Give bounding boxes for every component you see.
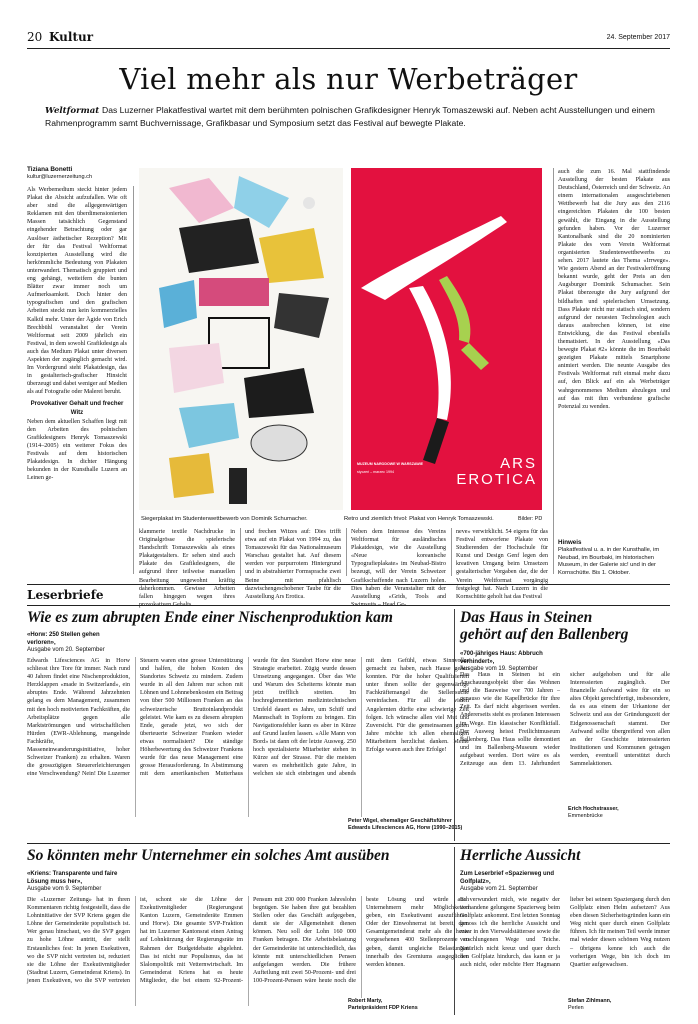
article-column-6: auch die zum 16. Mal stattfindende Ausstellung der besten Plakate aus Deutschland, Österreich und der Schweiz. An einem internationalen ausgeschriebenen Wettbewerb hat die Jury aus den 2116 eingereichten Plakaten die 100 besten gewählt, die Eingang in die Ausstellung gefunden haben. Vor der Luzerner Kantonalbank sind die 20 nominierten Plakate des vom Verein Weltformat organisierten Studentenwettbewerbs zu sehen. 2017 lautete das Thema «Irrwege». Wie gestern Abend an der Festivaleröffnung bekannt wurde, geht der Preis an den Augsburger Dominik Schumacher. Sein Plakat überzeugte die Jury aufgrund der bildhaften und spielerischen Umsetzung. Dass Plakate nicht nur statisch sind, sondern aufgrund der neuesten Technologien auch daraus ausbrechen können, ist eine Entwicklung, die das Festival ebenfalls thematisiert. In der Ausstellung «Das bewegte Plakat #2» könnte die im Bourbaki gezeigten Plakate mittels Smartphone animiert werden. Die neunte Ausgabe des Festivals Weltformat ruft einmal mehr dazu auf, den Blick auf ein als Werbeträger wahrgenommenes Medium abzulegen und auf das mit ihm verbundene grafische Potenzial zu wenden. <box>558 169 670 410</box>
letter3-body: Die «Luzerner Zeitung» hat in ihren Kommentaren richtig festgestellt, dass die Lohninitiative der SVP Kriens gegen die Löhne der Gemeinderäte populistisch ist. Wer genau hinschaut, wo die SVP gegen zu hohe Löhne antritt, der stellt Erstaunliches fest: In jenen Exekutiven, wo die SVP nicht vertreten ist, reduziert sie die Löhne der Exekutivmitglieder (Stadtrat Luzern, Gemeinderat Kriens). In jenen Exekutiven, wo die SVP vertreten ist, schont sie die Löhne der Exekutivmitglieder (Regierungsrat Kanton Luzern, Gemeinderäte Emmen und Horw). Die gesamte SVP-Fraktion hat im Luzerner Kantonsrat einen Antrag auf Lohnkürzung der Regierungsräte im Rahmen der Budgetdebatte abgelehnt. Das ist nicht nur Populismus, das ist Slalompolitik mit Vetternwirtschaft. Im Gemeinderat Kriens hat es heute Mitglieder, die bei einem 92-Prozent-Pensum mit 200 000 Franken Jahreslohn begnügen. Sie haben ihre gut bezahlten Stellen oder das Geschäft aufgegeben, damit sie der Allgemeinheit dienen können. Neu soll der Lohn 160 000 Franken betragen. Die Arbeitsbelastung der Gemeinderäte ist unterschiedlich, das könnte mit unterschiedlichen Pensen aufgefangen werden. Die frühere Aufteilung mit zwei 50-Prozent- und drei 100-Prozent-Pensen wäre heute noch die beste Lösung und würde auch Unternehmern mehr Möglichkeiten geben, ein Exekutivamt auszuführen. Oder der Einwohnerrat ist bereit, dem Gesamtgemeinderat mehr als die heute vorgesehenen 400 Stellenprozente zu geben, damit ungleiche Belastungen innerhalb des Gremiums ausgeglichen werden können. <box>27 897 469 984</box>
article-lead-text: Das Luzerner Plakatfestival wartet mit dem berühmten polnischen Grafikdesigner Henryk Tomaszewski auf. Neben acht Ausstellungen und einem Rahmenprogramm samt Buchvernissage, Grafikbasar und Symposium setzt das Festival auf bewegte Plakate. <box>45 105 655 128</box>
letter3-reference: «Kriens: Transparente und faire Lösung muss her», Ausgabe vom 9. September <box>27 871 118 893</box>
article-column-5: neve» verwirklicht. 54 eigens für das Festival entworfene Plakate von Studierenden der Hochschule für Kunst und Design Genf legen den kreativen Umgang beim Umsetzen gestalterischer Vorgaben dar, die der Verein Weltformat vorgängig festgelegt hat. Nach Luzern in die Kornschütte geholt hat das Festival <box>456 529 548 600</box>
hint-label: Hinweis <box>558 539 582 546</box>
image-credit: Bilder: PD <box>518 516 543 522</box>
author-name: Tiziana Bonetti <box>27 166 73 173</box>
poster-image-schumacher <box>139 168 343 510</box>
poster-title: ARS EROTICA <box>456 455 537 488</box>
letters-section-label: Leserbriefe <box>27 588 104 602</box>
caption-right: Retro und ziemlich frivol: Plakat von Henryk Tomaszewski. <box>344 516 494 522</box>
article-column-2: klammerte textile Nachdrucke in Originalgrösse die spielerische Handschrift Tomaszewskis als eines Plakatgestalters. Er sehen sind auch Plakate des Grafikdesigners, die aufgrund ihrer teilweise manuellen Bearbeitung ungewohnt kräftig daherkommen. Gewisse Arbeiten fallen hingegen wegen ihres provokativen Gehalts <box>139 529 235 608</box>
letter2-reference: «700-jähriges Haus: Abbruch verhindert», Ausgabe vom 19. September <box>460 651 543 673</box>
poster-dates: styczeń – marzec 1994 <box>357 470 394 474</box>
letter3-headline: So könnten mehr Unternehmer ein solches Amt ausüben <box>27 847 390 864</box>
article-column-4: Neben dem Interesse des Vereins Weltformat für ausländisches Plakatdesign, wie die Ausstellung «Neue koreanische Typografieplakate» im Neubad-Bistro bezeugt, will der Verein Schweizer Grafikschaffende nach Luzern holen. Dies haben die Veranstalter mit der Ausstellung «Grids, Tools and Swimsuits – Head Ge- <box>351 529 446 608</box>
letter1-signature: Peter Wigel, ehemaliger Geschäftsführer Edwards Lifesciences AG, Horw (1990–2015) <box>348 818 463 831</box>
article-kicker: Weltformat <box>45 106 100 116</box>
letter1-body: Edwards Lifesciences AG in Horw schliesst ihre Tore für immer. Nach rund 40 Jahren findet eine Nischenproduktion, Herzklappen «made in Switzerland», ein abruptes Ende. Während Jahrzehnten gelang es dem Management, zusammen mit den hoch motivierten Fachkräften, die Arbeitsplätze gegen alle Marktströmungen und wirtschaftlichen Hürden (EWR-Ablehnung, mangelnde Fachkräfte, Masseneinwanderungsinitiative, hoher Schweizer Franken) zu erhalten. Waren die grosszügigen Steuererleichterungen eine Verschwendung? Nein! Die Luzerner Steuern waren eine grosse Unterstützung und halfen, die hohen Kosten des Standortes Schweiz zu mindern. Zudem wurde in all den Jahren nur schon mit Löhnen und Lohnnebenkosten ein Beitrag von über 500 Millionen Franken an das schweizerische Bruttoinlandprodukt geleistet. Wie kam es zu diesem abrupten Ende, gerade jetzt, wo sich der überteuerte Schweizer Franken wieder etwas normalisiert? Die ständige Höherbewertung des Schweizer Frankens wurde für das neue Management eine grosse Herausforderung. In Abstimmung mit dem amerikanischen Mutterhaus wurde für den Standort Horw eine neue Strategie erarbeitet. Zügig wurde dessen Umsetzung angegangen. Über das Wie und Warum des Scheiterns könnte man jetzt trefflich streiten. Im hochreglementierten medizintechnischen Umfeld dauert es Jahre, um Schiff und Mannschaft in Topform zu bringen. Ein Navigationsfehler kann es aber in Kürze auf Grund laufen lassen. «Alle Mann von Bord» ist dann oft der letzte Ausweg. 250 hoch spezialisierte Mitarbeiter stehen in Kürze auf der Strasse. Für die meisten waren es mehrheitlich gute Jahre, in welchen sie sich einbringen und abends mit dem Gefühl, etwas Sinnvolles gemacht zu haben, nach Hause gehen konnten. Für die hoher Qualifizierten unter ihnen sollte der gegenwärtige Fachkräftemangel die Stellensuche vereinfachen. Für all die vielen Angelernten dürfte eine schwierige Zeit folgen. Ich wünsche allen viel Mut und Zuversicht. Für die gemeinsamen guten Jahre möchte ich allen ehemaligen Mitarbeitern herzlichst danken. Meine Erfolge waren auch ihre Erfolge! <box>27 658 469 778</box>
letter2-body: Das Haus in Steinen ist ein Anschauungsobjekt über das Wohnen und die Bauweise vor 700 Jahren – genauso wie die Kapellbrücke für ihre Zeit. Es darf nicht abgerissen werden. Andererseits steht es profanen Interessen im Wege. Ein klassischer Konfliktfall. Der Ausweg heisst Freilichtmuseum Ballenberg. Das Haus sollte demontiert und im Ballenberg-Museum wieder aufgebaut werden. Dort wäre es als Zeitzeuge aus dem 13. Jahrhundert sicher aufgehoben und für alle Interessierten zugänglich. Der finanzielle Aufwand wäre für ein so altes Objekt gerechtfertigt, insbesondere, da es aus einem der Urkantone der Schweiz und aus der Gründungszeit der Eidgenossenschaft stammt. Der Aufwand sollte übergreifend von allen an der Geschichte interessierten Institutionen und Kommunen getragen werden, eventuell unterstützt durch Sammelaktionen. <box>460 672 671 768</box>
letter2-signature: Erich Hochstrasser, Emmenbrücke <box>568 806 619 819</box>
article-title: Viel mehr als nur Werbeträger <box>119 62 578 96</box>
article-column-1: Als Werbemedium steckt hinter jedem Plakat die Absicht aufzufallen. Wie oft aber sind die allgegenwärtigen Reklamen mit den überdimensionierten Massen tatsächlich Gegenstand eingehender Betrachtung oder gar Auslöser ästhetischer Rezeption? Mit der für das Festival Weltformat konzipierten Ausstellung wird die herkömmliche Bedeutung von Plakaten unterwandert. Thematisch gruppiert und eng gehängt, wetteifern die bunten Blätter zwar immer noch um Aufmerksamkeit. Doch hinter den typografischen und den grafischen Arbeiten steckt nun kein kommerzielles Kalkül mehr. Unter der Ägide von Erich Brechbühl veranstaltet der Verein Weltformat seit 2009 jährlich ein Festival, in dem sowohl Grafikdesign als auch das Medium Plakat unter diversen Aspekten der zugänglich gemacht wird. Im Vordergrund steht Plakatdesign, das in gestalterisch-grafischer Hinsicht überzeugt und dabei weniger auf Medien als auf Fotografie oder Malerei beruht. Provokativer Gehalt und frecher Witz Neben dem aktuellen Schaffen liegt mit den Arbeiten des polnischen Grafikdesigners Henryk Tomaszewski (1914–2005) ein weiterer Fokus des Festivals auf dem historischen Plakatdesign. In dichter Hängung bekunden in der Kunsthalle Luzern an Leinen ge- <box>27 187 127 482</box>
letter3-signature: Robert Marty, Parteipräsident FDP Kriens <box>348 998 468 1012</box>
caption-left: Siegerplakat im Studentenwettbewerb von Dominik Schumacher. <box>141 516 308 522</box>
author-email: kultur@luzernerzeitung.ch <box>27 174 93 180</box>
letter1-reference: «Horw: 250 Stellen gehen verloren», Ausgabe vom 20. September <box>27 632 105 654</box>
article-lead <box>45 105 657 130</box>
letter4-signature: Stefan Zihlmann, Perlen <box>568 998 668 1012</box>
subheading: Provokativer Gehalt und frecher Witz <box>30 400 124 416</box>
poster-image-ars-erotica <box>351 168 542 510</box>
poster-museum: MUZEUM NARODOWE W WARSZAWIE <box>357 462 424 466</box>
letter1-headline: Wie es zum abrupten Ende einer Nischenproduktion kam <box>27 609 393 626</box>
letter2-headline: Das Haus in Steinen gehört auf den Ballenberg <box>460 609 629 643</box>
header-rule <box>27 48 670 49</box>
letter4-body: Es verwundert mich, wie negativ der vorhandene gelungene Spazierweg beim Golfplatz ankommt. Erst letzten Sonntag genoss ich die herrliche Aussicht und zwar in den Vierwaldstättersee sowie die verschlungenen Wege und Teiche. Natürlich nicht kreuz und quer durch den Golfplatz hindurch, das kann er ja auch nicht, oder möchte Herr Hagmann lieber bei seinem Spaziergang durch den Golfplatz einen Helm aufsetzen? Aus eben diesen Sicherheitsgründen kann ein Weg nicht quer durch einen Golfplatz führen. Ich für meinen Teil werde immer mal wieder diesen schönen Weg nutzen – übrigens kenne ich auch die vorherigen Wege, bin ich doch im Quartier aufgewachsen. <box>460 897 670 968</box>
article-column-3: und frechen Witzes auf: Dies trifft etwa auf ein Plakat von 1994 zu, das Tomaszewski für das Nationalmuseum Warschau gestaltet hat. Auf diesem werden vor purpurrotem Hintergrund und in abstrahierter Formsprache zwei Beine mit pfahlisch dazwischengeschobener Taube für die Ausstellung Ars Erotica. <box>245 529 341 600</box>
section-name: Kultur <box>49 30 94 44</box>
hint-text: Plakatfestival u. a. in der Kunsthalle, im Neubad, im Bourbaki, im historischen Museum, in der Galerie sic! und in der Kornschütte. Bis 1. Oktober. <box>558 547 660 576</box>
letter4-headline: Herrliche Aussicht <box>460 847 581 864</box>
letter4-reference: Zum Leserbrief «Spazierweg und Golfplatz», Ausgabe vom 21. September <box>460 871 555 893</box>
page-number: 20 <box>27 30 43 44</box>
issue-date: 24. September 2017 <box>606 34 670 41</box>
